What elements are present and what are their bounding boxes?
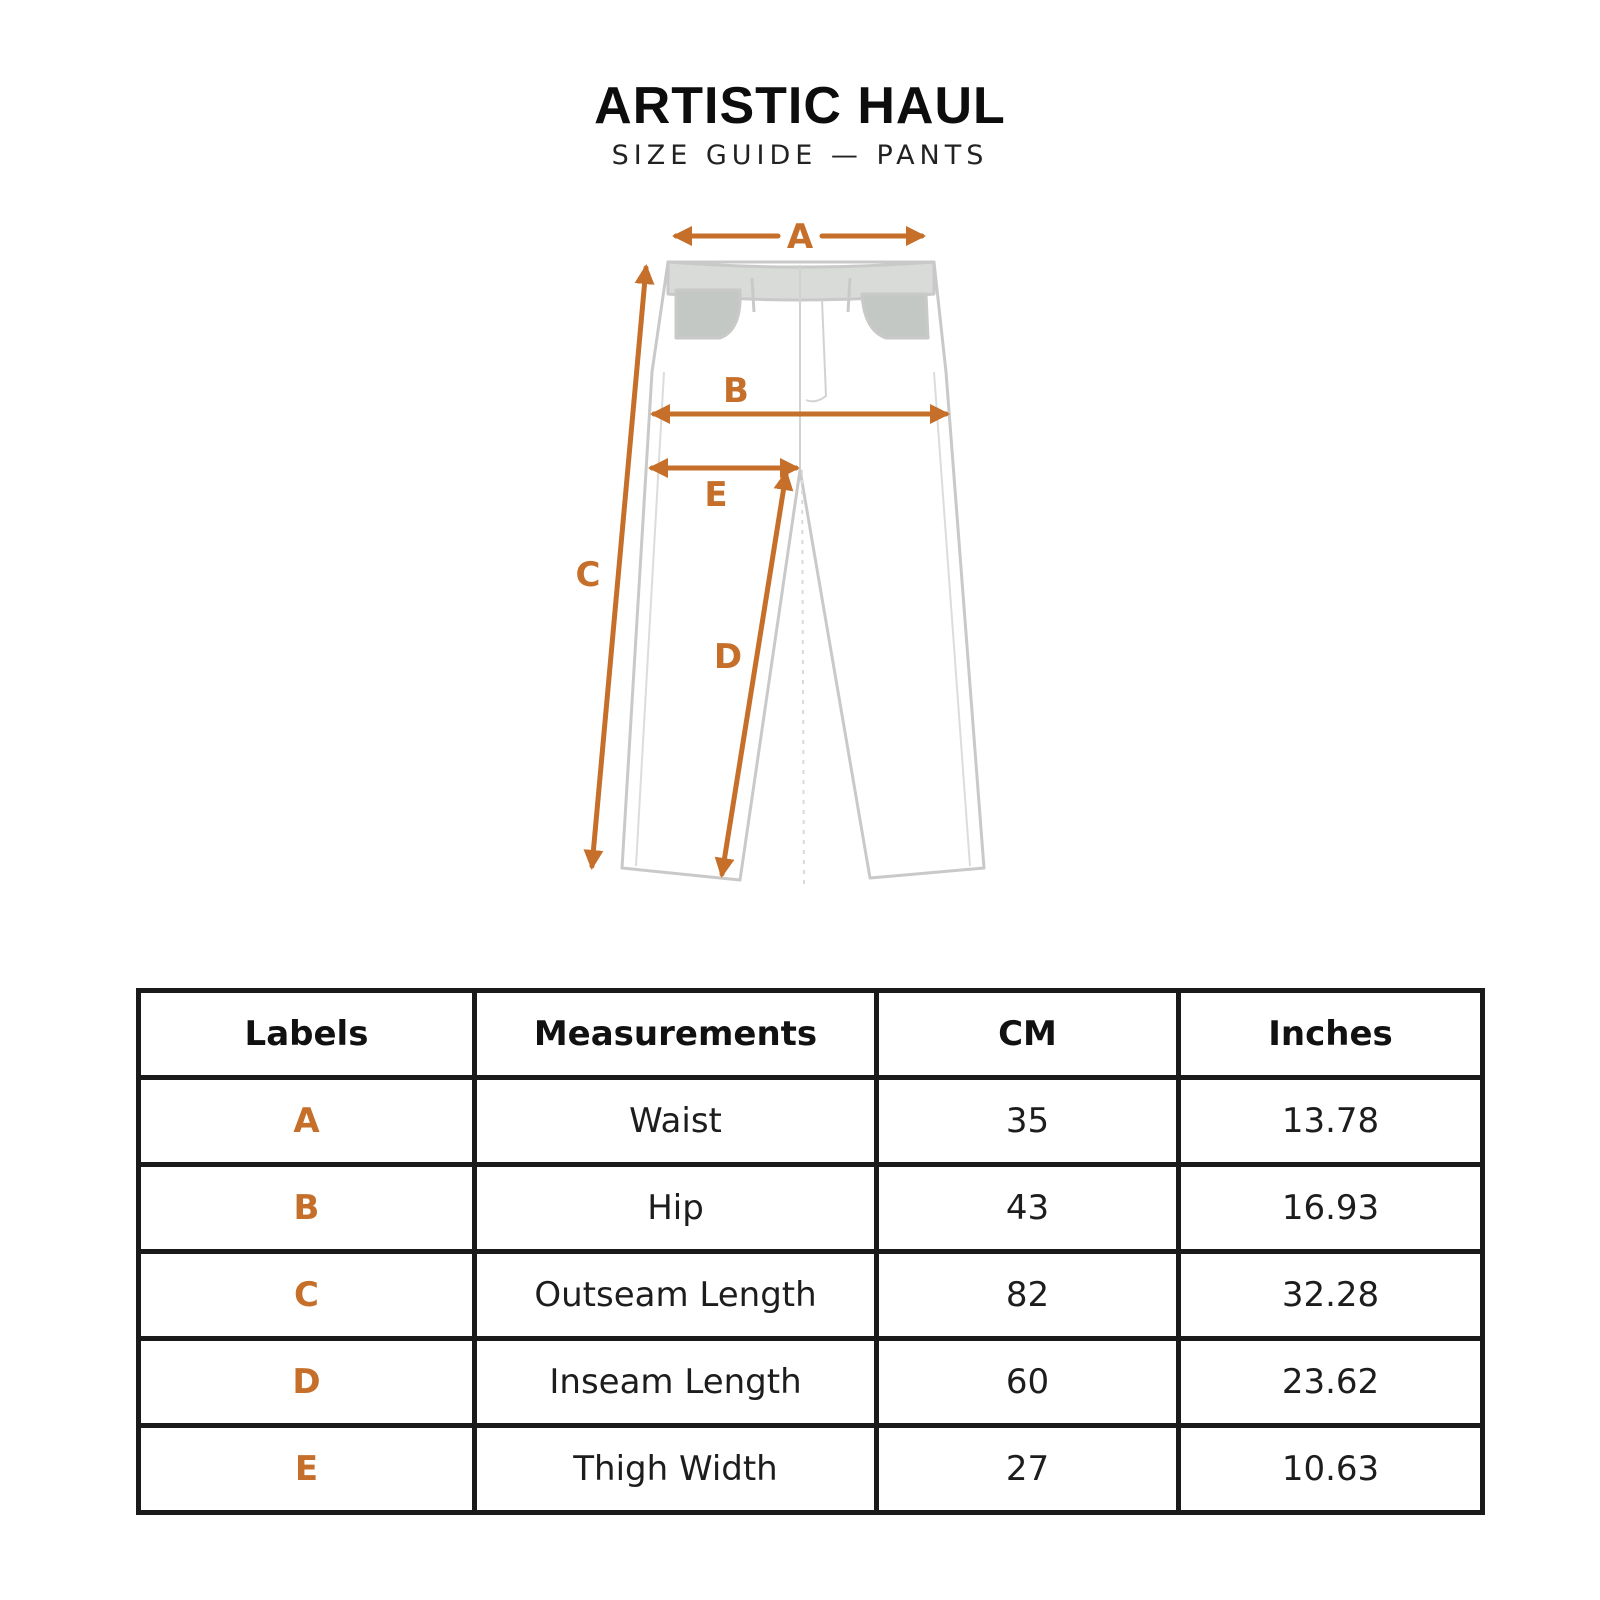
row-measurement: Waist: [475, 1078, 877, 1165]
brand-title: ARTISTIC HAUL: [594, 77, 1006, 135]
size-table: [136, 988, 1485, 1515]
row-inches: 13.78: [1179, 1078, 1483, 1165]
row-label: E: [139, 1426, 475, 1513]
row-measurement: Outseam Length: [475, 1252, 877, 1339]
table-row: [139, 1426, 1483, 1513]
left-belt-loop: [752, 278, 754, 312]
header-cm: CM: [877, 991, 1179, 1078]
row-label: A: [139, 1078, 475, 1165]
label-e: E: [704, 475, 728, 515]
header-labels: Labels: [139, 991, 475, 1078]
table-header-row: [139, 991, 1483, 1078]
header-inches: Inches: [1179, 991, 1483, 1078]
row-cm: 60: [877, 1339, 1179, 1426]
row-label: B: [139, 1165, 475, 1252]
row-measurement: Inseam Length: [475, 1339, 877, 1426]
row-measurement: Hip: [475, 1165, 877, 1252]
label-b: B: [723, 371, 749, 411]
row-inches: 16.93: [1179, 1165, 1483, 1252]
label-d: D: [713, 637, 743, 677]
center-dash: [802, 470, 804, 890]
pants-outline: [622, 262, 984, 890]
header-measurements: Measurements: [475, 991, 877, 1078]
table-row: [139, 1165, 1483, 1252]
left-pocket: [676, 290, 740, 338]
label-a: A: [786, 217, 814, 257]
right-belt-loop: [848, 278, 850, 312]
label-c: C: [575, 555, 601, 595]
row-measurement: Thigh Width: [475, 1426, 877, 1513]
table-row: [139, 1252, 1483, 1339]
row-cm: 82: [877, 1252, 1179, 1339]
row-cm: 43: [877, 1165, 1179, 1252]
page-subtitle: SIZE GUIDE — PANTS: [611, 140, 989, 171]
row-inches: 23.62: [1179, 1339, 1483, 1426]
row-label: C: [139, 1252, 475, 1339]
row-cm: 35: [877, 1078, 1179, 1165]
table-row: [139, 1078, 1483, 1165]
table-row: [139, 1339, 1483, 1426]
row-label: D: [139, 1339, 475, 1426]
row-inches: 10.63: [1179, 1426, 1483, 1513]
row-cm: 27: [877, 1426, 1179, 1513]
row-inches: 32.28: [1179, 1252, 1483, 1339]
